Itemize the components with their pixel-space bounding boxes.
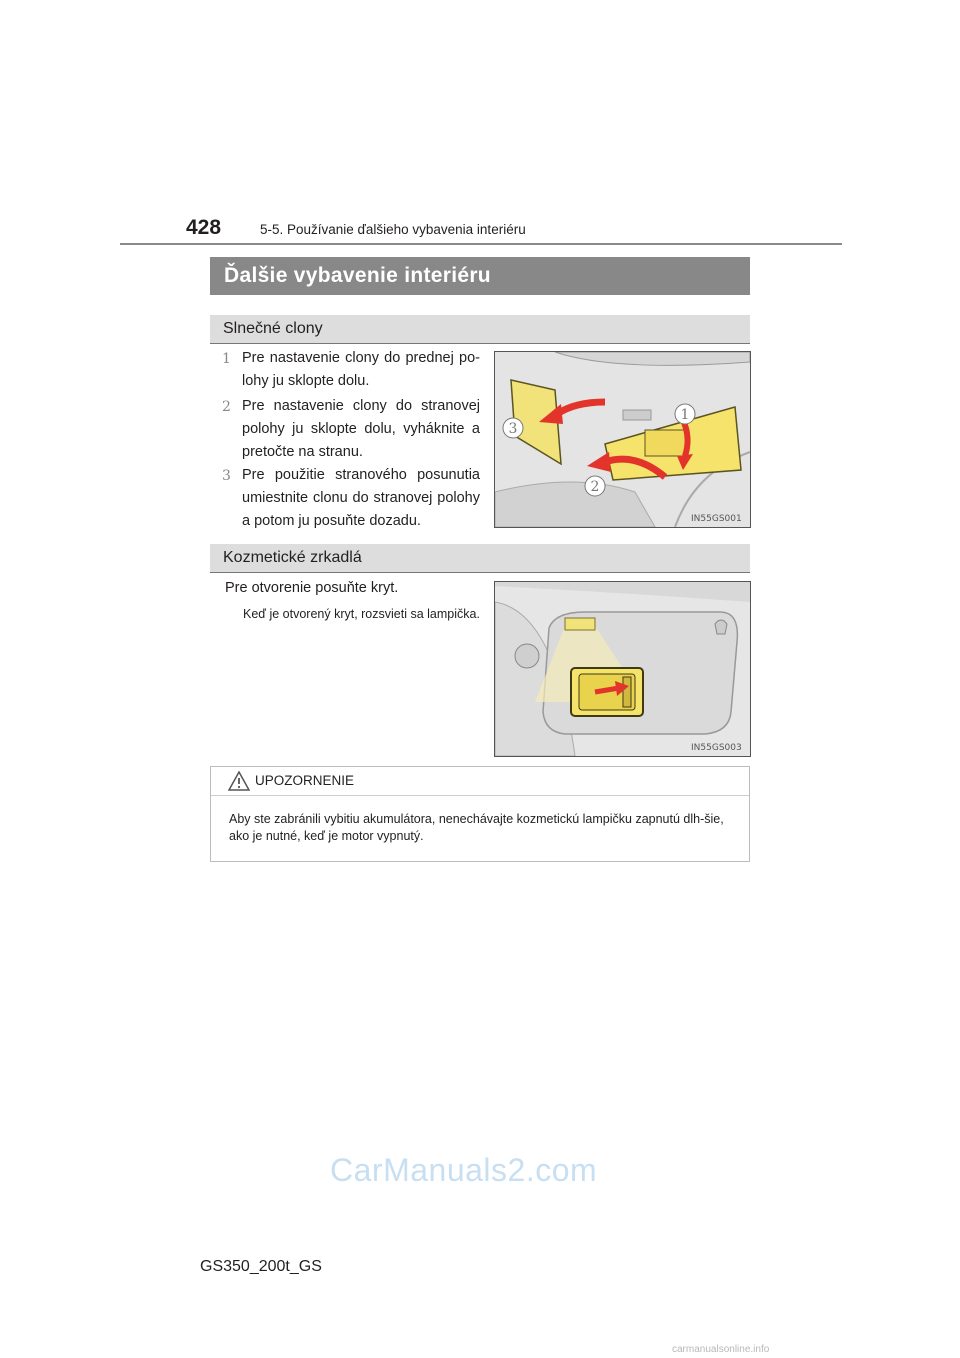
vanity-mirror-illustration — [494, 581, 751, 757]
subsection-vanity-mirrors — [210, 544, 750, 573]
step-text-1: Pre nastavenie clony do prednej po-lohy ju sklopte dolu. — [242, 350, 480, 389]
sun-visor-illustration — [494, 351, 751, 528]
subsection-sun-visors — [210, 315, 750, 344]
callout-1: 1 — [680, 407, 690, 423]
figure-code: IN55GS001 — [691, 514, 742, 524]
chapter-title: 5-5. Používanie ďalšieho vybavenia interiéru — [260, 222, 526, 237]
step-number-1: 1 — [222, 351, 231, 367]
step-number-2: 2 — [222, 399, 231, 415]
warning-title: UPOZORNENIE — [255, 773, 355, 788]
warning-triangle-icon — [228, 771, 250, 791]
page-number: 428 — [186, 216, 222, 239]
mirror-instruction: Pre otvorenie posuňte kryt. — [225, 580, 399, 596]
watermark-logo: CarManuals2.com — [330, 1152, 598, 1188]
header-divider — [120, 243, 842, 245]
vanity-mirror-drawing — [495, 582, 750, 756]
warning-text: Aby ste zabránili vybitiu akumulátora, nenechávajte kozmetickú lampičku zapnutú dlh-šie, ako je nutné, keď je motor vypnutý. — [229, 812, 724, 843]
step-text-3: Pre použitie stranového posunutia umiestnite clonu do stranovej polohy a potom ju posuňte dozadu. — [242, 467, 480, 529]
warning-header — [211, 767, 749, 796]
warning-box — [210, 766, 750, 862]
callout-3: 3 — [508, 421, 518, 437]
model-code: GS350_200t_GS — [200, 1258, 322, 1275]
sun-visor-drawing — [495, 352, 750, 527]
step-number-3: 3 — [222, 468, 231, 484]
subsection-title: Slnečné clony — [223, 320, 323, 337]
subsection-title: Kozmetické zrkadlá — [223, 549, 362, 566]
figure-code: IN55GS003 — [691, 743, 742, 753]
step-text-2: Pre nastavenie clony do stranovej polohy ju sklopte dolu, vyháknite a pretočte na stranu. — [242, 398, 480, 460]
watermark-url: carmanualsonline.info — [672, 1344, 770, 1355]
section-title-bar — [210, 257, 750, 295]
mirror-note: Keď je otvorený kryt, rozsvieti sa lampička. — [243, 607, 480, 621]
callout-2: 2 — [590, 479, 600, 495]
section-title: Ďalšie vybavenie interiéru — [224, 264, 491, 287]
